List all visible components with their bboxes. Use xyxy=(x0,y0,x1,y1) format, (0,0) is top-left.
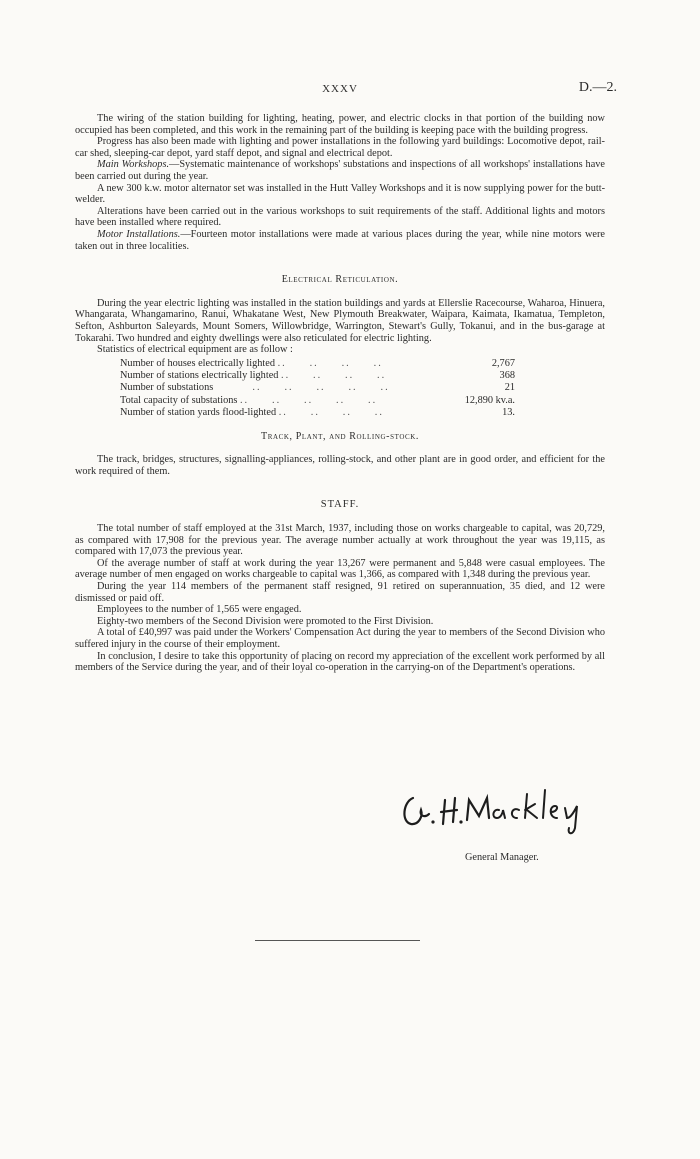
paragraph: Employees to the number of 1,565 were engaged. xyxy=(97,604,302,616)
paragraph-label: Motor Installations. xyxy=(97,228,181,240)
stat-value: 13. xyxy=(502,406,515,418)
stat-value: 368 xyxy=(499,370,515,382)
table-row: Number of substations .. .. .. .. .. 21 xyxy=(120,382,515,394)
stat-label: Number of substations xyxy=(120,382,214,394)
stat-label: Total capacity of substations xyxy=(120,394,238,406)
section-heading: STAFF. xyxy=(320,499,360,511)
section-heading: Track, Plant, and Rolling-stock. xyxy=(260,430,419,442)
page-number: XXXV xyxy=(322,83,358,95)
paragraph: In conclusion, I desire to take this opportunity of placing on record my appreciation of the excellent work performed by all members of the Service during the year, and of their loyal co-operation in the carrying-on of the Department's operations. xyxy=(75,650,605,674)
paragraph: During the year 114 members of the permanent staff resigned, 91 retired on superannuation, 35 died, and 12 were dismissed or paid off. xyxy=(75,580,605,604)
stat-value: 2,767 xyxy=(491,357,515,369)
table-row: Number of station yards flood-lighted .. .. .. .. 13. xyxy=(120,406,515,418)
paragraph xyxy=(75,159,605,182)
divider xyxy=(255,940,420,941)
body-text xyxy=(75,113,605,674)
paragraph-text: —Systematic maintenance of workshops' substations and inspections of all workshops' installations have been carried out during the year. xyxy=(75,159,605,182)
paragraph: Progress has also been made with lighting and power installations in the following yard buildings: Locomotive depot, rail-car shed, sleeping-car depot, yard staff depot, and signal and electrical depot. xyxy=(75,136,605,159)
paragraph: A total of £40,997 was paid under the Workers' Compensation Act during the year to members of the Second Division who suffered injury in the course of their employment. xyxy=(75,627,605,650)
statistics-table xyxy=(120,358,515,419)
paragraph: The wiring of the station building for lighting, heating, power, and electric clocks in that portion of the building now occupied has been completed, and this work in the remaining part of the building is keeping pace with the building progress. xyxy=(75,113,605,136)
paragraph: Alterations have been carried out in the various workshops to suit requirements of the staff. Additional lights and motors have been installed where required. xyxy=(75,205,605,229)
table-row: Number of houses electrically lighted .. .. .. .. 2,767 xyxy=(120,357,515,369)
stat-label: Number of station yards flood-lighted xyxy=(120,406,277,418)
signatory-title: General Manager. xyxy=(465,852,539,863)
stat-value: 21 xyxy=(504,382,515,394)
paragraph: A new 300 k.w. motor alternator set was installed in the Hutt Valley Workshops and it is now supplying power for the butt-welder. xyxy=(75,182,605,206)
section-heading: Electrical Reticulation. xyxy=(281,274,399,286)
table-row: Total capacity of substations .. .. .. .. .. 12,890 kv.a. xyxy=(120,394,515,406)
stat-label: Number of houses electrically lighted xyxy=(120,357,275,369)
paragraph: The track, bridges, structures, signalling-appliances, rolling-stock, and other plant are in good order, and efficient for the work required of them. xyxy=(75,454,605,477)
stat-value: 12,890 kv.a. xyxy=(464,394,515,406)
document-reference: D.—2. xyxy=(578,80,617,95)
paragraph: The total number of staff employed at the 31st March, 1937, including those on works chargeable to capital, was 20,729, as compared with 17,908 for the previous year. The average number actually at work throughout the year was 19,115, as compared with 17,073 the previous year. xyxy=(75,523,605,558)
table-row: Number of stations electrically lighted .. .. .. .. 368 xyxy=(120,370,515,382)
stat-label: Number of stations electrically lighted xyxy=(120,370,279,382)
paragraph-label: Main Workshops. xyxy=(97,159,170,171)
handwritten-signature xyxy=(395,780,595,840)
paragraph xyxy=(75,229,605,252)
paragraph-text: —Fourteen motor installations were made at various places during the year, while nine motors were taken out in three localities. xyxy=(75,228,605,252)
page-header xyxy=(75,80,617,99)
paragraph: Eighty-two members of the Second Division were promoted to the First Division. xyxy=(97,615,434,627)
paragraph: Statistics of electrical equipment are as follow : xyxy=(97,344,293,356)
paragraph: Of the average number of staff at work during the year 13,267 were permanent and 5,848 were casual employees. The average number of men engaged on works chargeable to capital was 1,366, as compared with 1,348 during the previous year. xyxy=(75,557,605,581)
paragraph: During the year electric lighting was installed in the station buildings and yards at Ellerslie Racecourse, Waharoa, Hinuera, Whangarata, Whangamarino, Ranui, Whakatane West, New Plymouth Breakwater, Waipara, Kaimata, Ikamatua, Templeton, Sefton, Ashburton Saleyards, Mount Somers, Willowbridge, Warrington, Stewart's Gully, Tokanui, and in the bus-garage at Tokarahi. Two hundred and eighty dwellings were also reticulated for electric lighting. xyxy=(75,297,605,344)
